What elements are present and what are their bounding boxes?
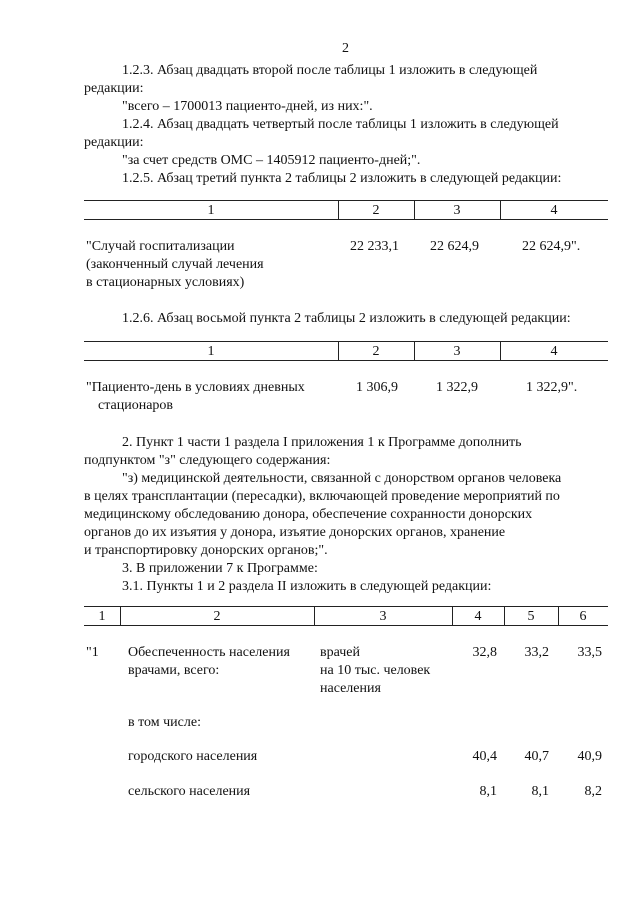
table-2-header-cell: 1: [207, 344, 215, 359]
table-2-value: 1 306,9: [356, 380, 398, 395]
paragraph-1-2-3-line2: редакции:: [84, 81, 144, 96]
paragraph-1-2-4-line1: 1.2.4. Абзац двадцать четвертый после таблицы 1 изложить в следующей: [122, 117, 559, 132]
table-1-header-rule: [84, 219, 608, 220]
table-1-value: 22 233,1: [350, 239, 399, 254]
table-3-value: 33,2: [524, 645, 549, 660]
table-1-top-rule: [84, 200, 608, 201]
table-2-top-rule: [84, 341, 608, 342]
table-3-value: 32,8: [472, 645, 497, 660]
table-1-value: 22 624,9".: [522, 239, 581, 254]
table-1-header-cell: 2: [372, 203, 380, 218]
table-3-unit-line: врачей: [320, 645, 361, 660]
paragraph-1-2-3-quote: "всего – 1700013 пациенто-дней, из них:".: [122, 99, 373, 114]
table-3-value: 40,7: [524, 749, 549, 764]
table-3-row-name: сельского населения: [128, 784, 251, 799]
table-3-value: 8,2: [584, 784, 602, 799]
table-3-row-name-line: Обеспеченность населения: [128, 645, 290, 660]
table-3-header-rule: [84, 625, 608, 626]
table-2-header-cell: 2: [372, 344, 380, 359]
paragraph-2-line1: 2. Пункт 1 части 1 раздела I приложения 1 к Программе дополнить: [122, 435, 522, 450]
table-3-subhead: в том числе:: [128, 715, 201, 730]
paragraph-2-line2: подпунктом "з" следующего содержания:: [84, 453, 331, 468]
paragraph-1-2-6: 1.2.6. Абзац восьмой пункта 2 таблицы 2 изложить в следующей редакции:: [122, 311, 571, 326]
paragraph-1-2-4-quote: "за счет средств ОМС – 1405912 пациенто-дней;".: [122, 153, 421, 168]
table-3-header-cell: 2: [213, 609, 221, 624]
table-3-value: 40,4: [472, 749, 497, 764]
table-3-unit-line: на 10 тыс. человек: [320, 663, 431, 678]
table-1-label-line: (законченный случай лечения: [86, 257, 264, 272]
paragraph-3-1: 3.1. Пункты 1 и 2 раздела II изложить в следующей редакции:: [122, 579, 492, 594]
table-3-value: 33,5: [577, 645, 602, 660]
table-2-label-line: "Пациенто-день в условиях дневных: [86, 380, 305, 395]
table-3-header-cell: 4: [474, 609, 482, 624]
page-number: 2: [342, 41, 349, 56]
table-2-header-cell: 4: [550, 344, 558, 359]
table-3-row-name: городского населения: [128, 749, 258, 764]
table-3-row-number: "1: [86, 645, 99, 660]
paragraph-1-2-4-line2: редакции:: [84, 135, 144, 150]
table-1-label-line: "Случай госпитализации: [86, 239, 235, 254]
table-1-header-cell: 4: [550, 203, 558, 218]
table-3-header-cell: 6: [579, 609, 587, 624]
table-3-header-cell: 1: [98, 609, 106, 624]
paragraph-1-2-3-line1: 1.2.3. Абзац двадцать второй после таблицы 1 изложить в следующей: [122, 63, 538, 78]
table-3-value: 8,1: [531, 784, 549, 799]
table-2-header-cell: 3: [453, 344, 461, 359]
table-1-label-line: в стационарных условиях): [86, 275, 245, 290]
paragraph-2-line7: и транспортировку донорских органов;".: [84, 543, 328, 558]
table-2-value: 1 322,9".: [526, 380, 578, 395]
table-3-header-cell: 5: [527, 609, 535, 624]
paragraph-1-2-5: 1.2.5. Абзац третий пункта 2 таблицы 2 изложить в следующей редакции:: [122, 171, 562, 186]
table-3-value: 40,9: [577, 749, 602, 764]
table-3-row-name-line: врачами, всего:: [128, 663, 220, 678]
table-2-label-line: стационаров: [98, 398, 174, 413]
table-3-top-rule: [84, 606, 608, 607]
paragraph-2-line6: органов до их изъятия у донора, изъятие донорских органов, хранение: [84, 525, 506, 540]
table-3-header-cell: 3: [379, 609, 387, 624]
paragraph-2-line5: медицинскому обследованию донора, обеспечение сохранности донорских: [84, 507, 533, 522]
table-2-header-rule: [84, 360, 608, 361]
paragraph-2-line3: "з) медицинской деятельности, связанной с донорством органов человека: [122, 471, 562, 486]
paragraph-2-line4: в целях трансплантации (пересадки), включающей проведение мероприятий по: [84, 489, 560, 504]
table-3-value: 8,1: [479, 784, 497, 799]
table-1-value: 22 624,9: [430, 239, 479, 254]
table-1-header-cell: 3: [453, 203, 461, 218]
paragraph-3: 3. В приложении 7 к Программе:: [122, 561, 318, 576]
table-1-header-cell: 1: [207, 203, 215, 218]
table-3-unit-line: населения: [320, 681, 381, 696]
table-2-value: 1 322,9: [436, 380, 478, 395]
